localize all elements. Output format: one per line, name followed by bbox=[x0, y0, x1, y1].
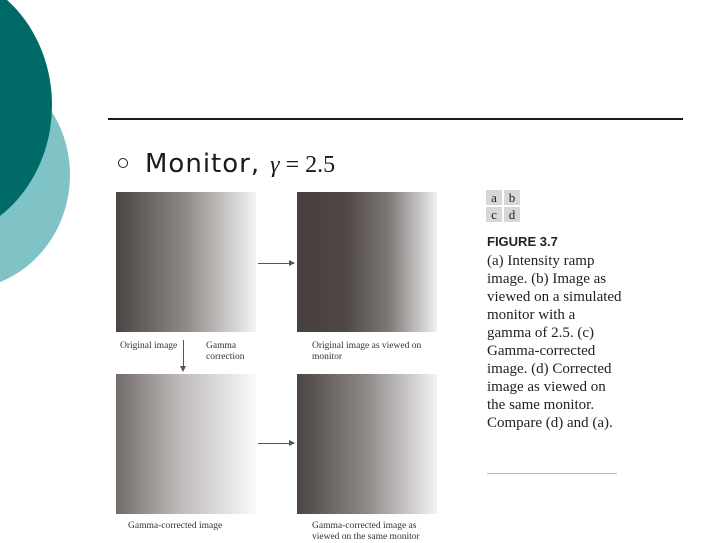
caption-panel-c: Gamma-corrected image bbox=[128, 521, 223, 531]
arrow-down-icon bbox=[183, 340, 184, 370]
panel-a-intensity-ramp bbox=[116, 192, 256, 332]
caption-panel-d: Gamma-corrected image as viewed on the same monitor bbox=[312, 521, 420, 542]
figure-caption: (a) Intensity ramp image. (b) Image as viewed on a simulated monitor with a gamma of 2.5. (c) Gamma-corrected image. (d) Corrected image as viewed on the same monitor. Compare (d) and (a). bbox=[487, 253, 622, 431]
gamma-value: = 2.5 bbox=[285, 152, 336, 178]
caption-divider bbox=[487, 473, 617, 474]
gamma-equation bbox=[270, 152, 335, 178]
panel-label: a bbox=[486, 190, 502, 205]
caption-gamma-correction: Gamma correction bbox=[206, 341, 245, 362]
arrow-right-icon bbox=[258, 263, 294, 264]
caption-panel-b: Original image as viewed on monitor bbox=[312, 341, 422, 362]
panel-label: c bbox=[486, 207, 502, 222]
panel-d-corrected-viewed bbox=[297, 374, 437, 514]
heading-text: Monitor, bbox=[145, 149, 261, 179]
slide-heading bbox=[145, 148, 335, 179]
caption-panel-a: Original image bbox=[120, 341, 178, 351]
bullet-icon bbox=[118, 158, 128, 168]
panel-label-grid bbox=[486, 190, 520, 222]
panel-label: d bbox=[504, 207, 520, 222]
panel-c-gamma-corrected bbox=[116, 374, 256, 514]
title-divider bbox=[108, 118, 683, 120]
arrow-right-icon bbox=[258, 443, 294, 444]
gamma-symbol: γ bbox=[270, 152, 280, 178]
panel-label: b bbox=[504, 190, 520, 205]
figure-title: FIGURE 3.7 bbox=[487, 234, 558, 249]
panel-b-viewed-on-monitor bbox=[297, 192, 437, 332]
